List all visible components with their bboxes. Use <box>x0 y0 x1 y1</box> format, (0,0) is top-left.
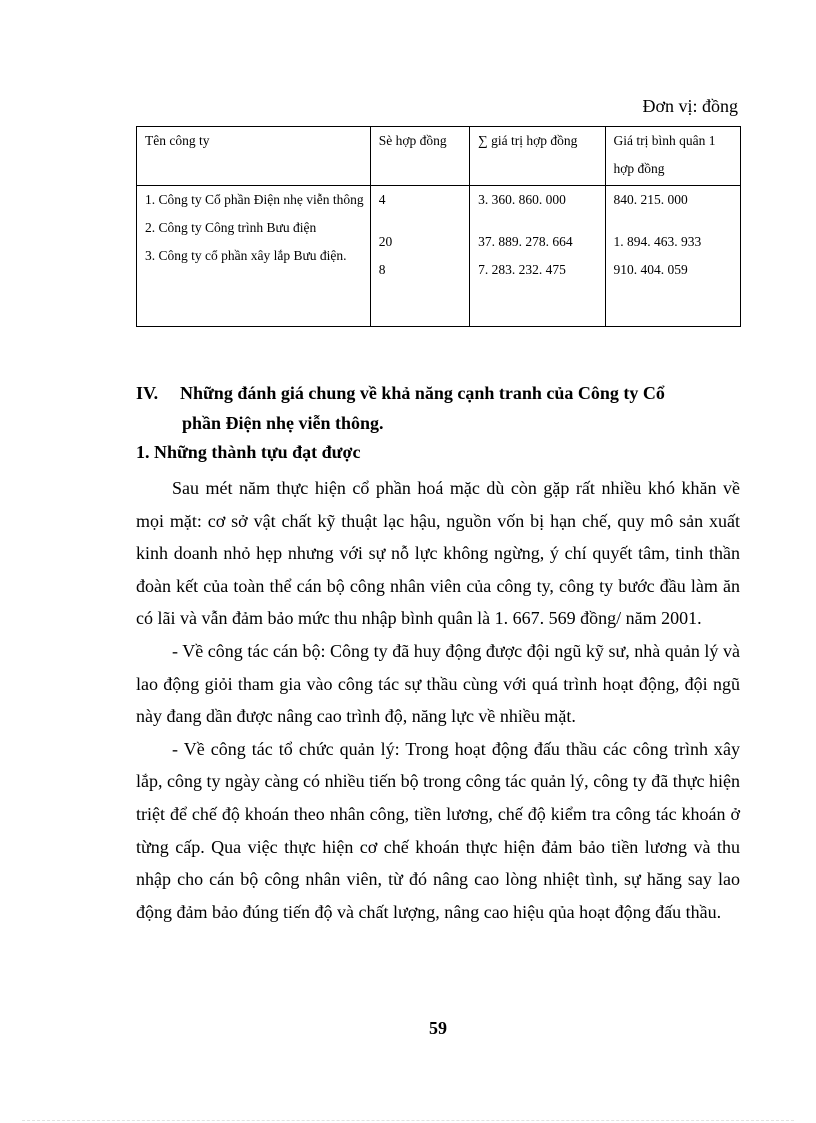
contract-count-3: 8 <box>378 262 386 277</box>
contract-count-2: 20 <box>378 234 393 249</box>
company-cell <box>137 186 371 327</box>
paragraph: - Về công tác cán bộ: Công ty đã huy động được đội ngũ kỹ sư, nhà quản lý và lao động giỏi tham gia vào công tác sự thầu cùng với quá trình hoạt động, đội ngũ này đang dần được nâng cao trình độ, năng lực về nhiều mặt. <box>136 640 740 727</box>
page-number: 59 <box>429 1018 447 1038</box>
section-number: IV. <box>136 383 159 403</box>
section-title-line-1: Những đánh giá chung về khả năng cạnh tranh của Công ty Cổ <box>180 383 665 403</box>
total-value-1: 3. 360. 860. 000 <box>478 192 566 207</box>
body-text <box>136 472 740 928</box>
count-cell <box>370 186 469 327</box>
company-name-1: 1. Công ty Cổ phần Điện nhẹ viễn thông <box>145 192 364 207</box>
unit-label: Đơn vị: đồng <box>642 96 738 116</box>
page-bottom-divider <box>22 1120 794 1121</box>
company-name-3: 3. Công ty cổ phần xây lắp Bưu điện. <box>145 248 347 263</box>
header-average-value: Giá trị bình quân 1 hợp đồng <box>605 127 740 186</box>
table-row <box>137 186 741 327</box>
average-value-3: 910. 404. 059 <box>613 262 688 277</box>
contract-count-1: 4 <box>378 192 386 207</box>
total-value-3: 7. 283. 232. 475 <box>478 262 566 277</box>
header-contract-count: Sè hợp đồng <box>370 127 469 186</box>
total-cell <box>470 186 605 327</box>
total-value-2: 37. 889. 278. 664 <box>478 234 573 249</box>
section-title-line-2: phần Điện nhẹ viễn thông. <box>182 413 384 433</box>
paragraph: Sau mét năm thực hiện cổ phần hoá mặc dù còn gặp rất nhiều khó khăn về mọi mặt: cơ sở vật chất kỹ thuật lạc hậu, nguồn vốn bị hạn chế, quy mô sản xuất kinh doanh nhỏ hẹp nhưng với sự nỗ lực không ngừng, ý chí quyết tâm, tinh thần đoàn kết của toàn thể cán bộ công nhân viên của công ty, công ty bước đầu làm ăn có lãi và vẫn đảm bảo mức thu nhập bình quân là 1. 667. 569 đồng/ năm 2001. <box>136 478 740 629</box>
paragraph: - Về công tác tổ chức quản lý: Trong hoạt động đấu thầu các công trình xây lắp, công ty ngày càng có nhiều tiến bộ trong công tác quản lý, công ty đã thực hiện triệt để chế độ khoán theo nhân công, tiền lương, chế độ kiểm tra công tác khoán ở từng cấp. Qua việc thực hiện cơ chế khoán thực hiện đảm bảo tiền lương và thu nhập cho cán bộ công nhân viên, từ đó nâng cao lòng nhiệt tình, sự hăng say lao động đảm bảo đúng tiến độ và chất lượng, nâng cao hiệu qủa hoạt động đấu thầu. <box>136 738 740 922</box>
company-name-2: 2. Công ty Công trình Bưu điện <box>145 220 317 235</box>
average-value-1: 840. 215. 000 <box>613 192 688 207</box>
table-header-row <box>137 127 741 186</box>
header-total-value: ∑ giá trị hợp đồng <box>470 127 605 186</box>
average-value-2: 1. 894. 463. 933 <box>613 234 702 249</box>
subsection-heading: 1. Những thành tựu đạt được <box>136 442 361 462</box>
average-cell <box>605 186 740 327</box>
header-company: Tên công ty <box>137 127 371 186</box>
contract-table <box>136 126 741 327</box>
